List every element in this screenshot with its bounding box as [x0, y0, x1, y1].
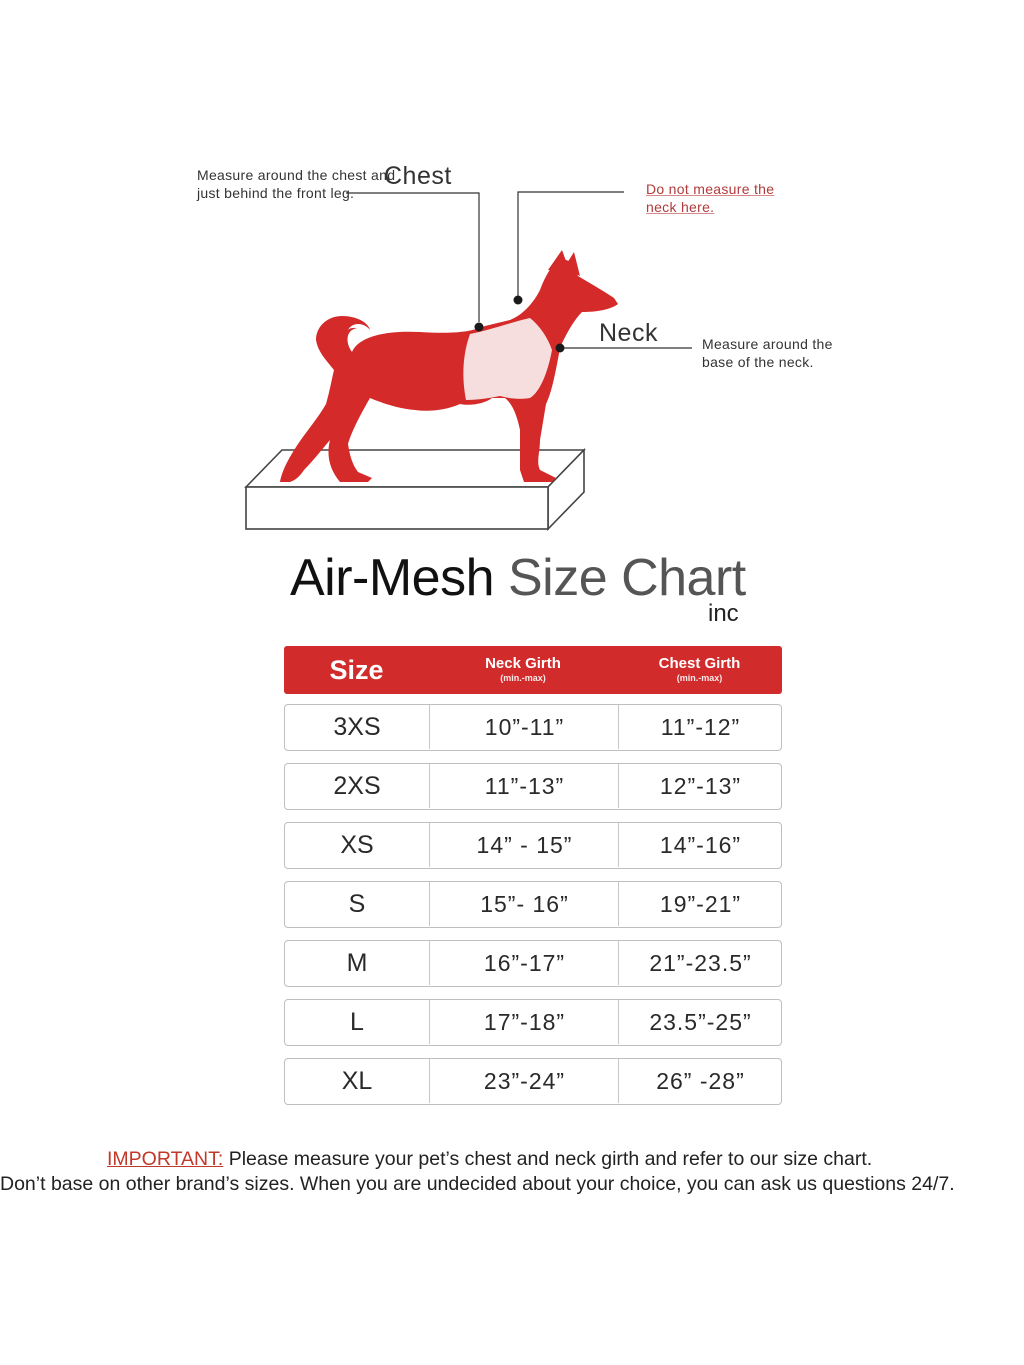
important-text-1: Please measure your pet’s chest and neck girth and refer to our size chart. — [223, 1148, 873, 1170]
neck-girth-cell: 16”-17” — [429, 941, 619, 985]
important-label: IMPORTANT: — [107, 1148, 224, 1170]
table-row — [284, 704, 782, 751]
table-row — [284, 763, 782, 810]
table-header — [284, 646, 782, 694]
neck-girth-cell: 23”-24” — [429, 1059, 619, 1103]
neck-girth-cell: 17”-18” — [429, 1000, 619, 1044]
title-brand: Air-Mesh — [290, 549, 495, 607]
chest-girth-cell: 23.5”-25” — [618, 1000, 782, 1044]
neck-girth-cell: 10”-11” — [429, 705, 619, 749]
dog-measurement-diagram — [0, 0, 1024, 560]
neck-measure-note: Measure around the base of the neck. — [702, 336, 833, 370]
table-row — [284, 822, 782, 869]
size-table — [284, 646, 782, 1095]
neck-girth-cell: 11”-13” — [429, 764, 619, 808]
header-chest-girth — [617, 646, 782, 694]
chest-girth-cell: 26” -28” — [618, 1059, 782, 1103]
neck-warning-note: Do not measure the neck here. — [646, 181, 775, 215]
size-cell: L — [350, 1008, 364, 1036]
header-chest-range: (min.-max) — [676, 673, 723, 683]
size-cell: 2XS — [333, 772, 381, 800]
table-row — [284, 1058, 782, 1105]
chest-girth-cell: 14”-16” — [618, 823, 782, 867]
size-cell: XS — [340, 831, 374, 859]
header-chest-label: Chest Girth — [658, 655, 741, 672]
important-line-1 — [107, 1147, 872, 1172]
title-subtext: inc — [708, 600, 739, 627]
chest-girth-cell: 19”-21” — [618, 882, 782, 926]
chest-girth-cell: 12”-13” — [618, 764, 782, 808]
size-cell: XL — [341, 1067, 373, 1095]
table-row — [284, 999, 782, 1046]
title-size-chart: Size Chart — [507, 549, 746, 607]
chest-girth-cell: 11”-12” — [618, 705, 782, 749]
chest-label: Chest — [384, 162, 452, 190]
header-size: Size — [329, 655, 384, 685]
warning-point — [514, 296, 523, 305]
neck-girth-cell: 14” - 15” — [429, 823, 619, 867]
chest-girth-cell: 21”-23.5” — [618, 941, 782, 985]
neck-label: Neck — [599, 319, 658, 347]
neck-point — [556, 344, 565, 353]
size-cell: M — [346, 949, 368, 977]
dog-silhouette — [280, 250, 618, 482]
table-row — [284, 940, 782, 987]
size-cell: 3XS — [333, 713, 381, 741]
header-neck-range: (min.-max) — [500, 673, 546, 683]
size-cell: S — [348, 890, 366, 918]
chest-measure-note: Measure around the chest and just behind the front leg. — [197, 167, 396, 201]
header-neck-girth — [429, 646, 617, 694]
table-body — [284, 704, 782, 1117]
important-line-2: Don’t base on other brand’s sizes. When you are undecided about your choice, you can ask us questions 24/7. — [0, 1173, 955, 1195]
chest-point — [475, 323, 484, 332]
header-neck-label: Neck Girth — [485, 655, 561, 672]
table-row — [284, 881, 782, 928]
chart-title — [290, 548, 746, 608]
neck-girth-cell: 15”- 16” — [429, 882, 619, 926]
